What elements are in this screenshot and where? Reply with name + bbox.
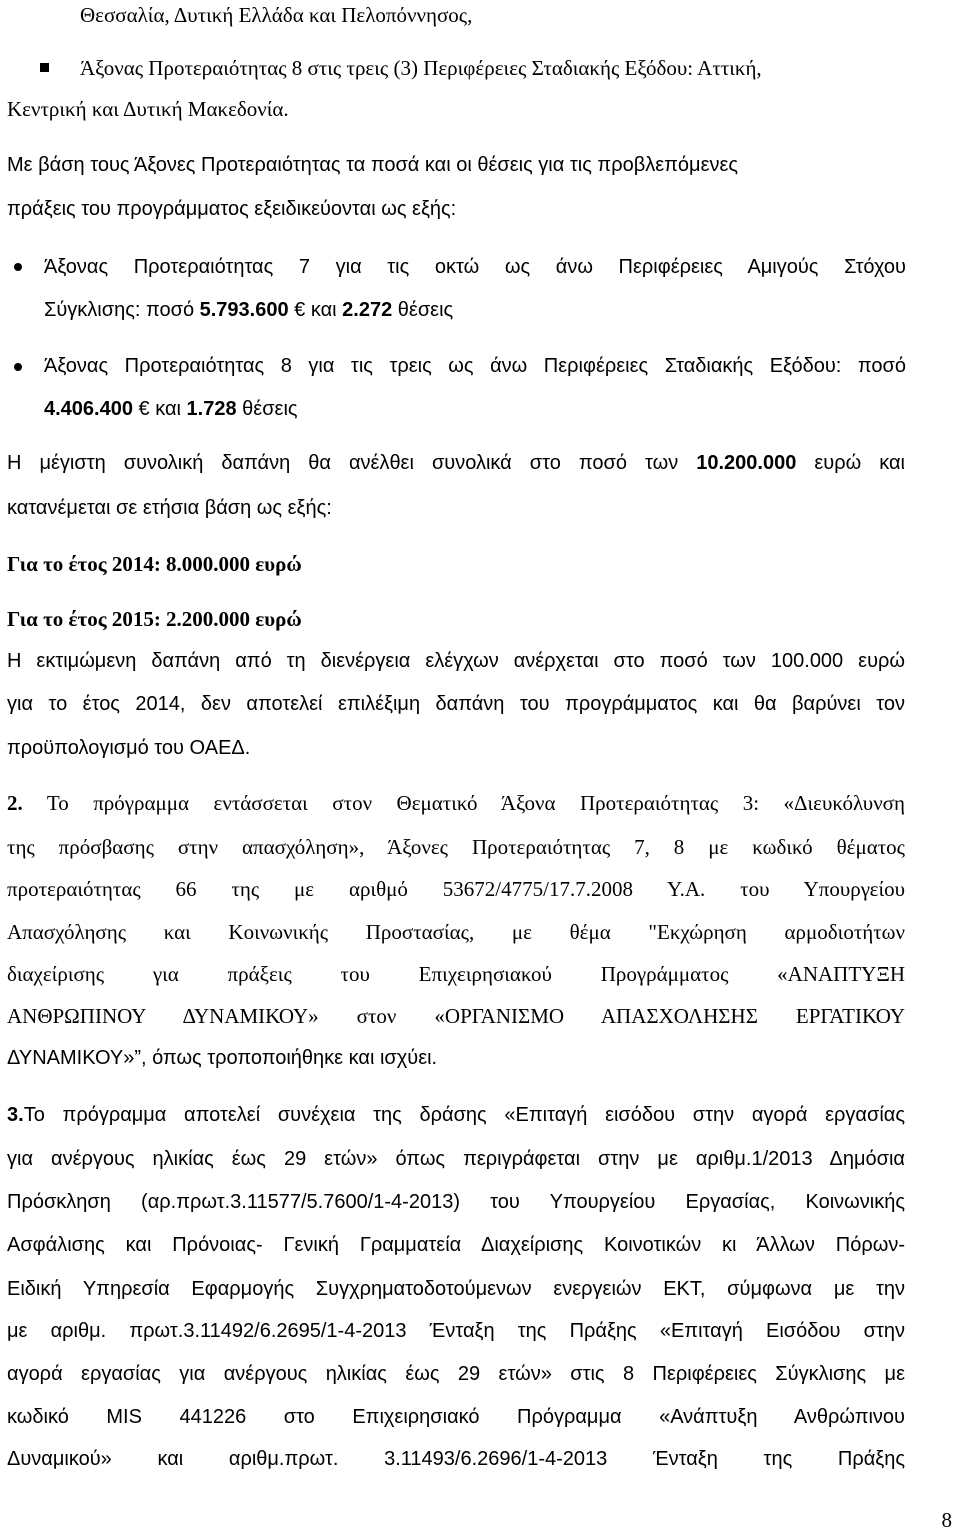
text-line: Θεσσαλία, Δυτική Ελλάδα και Πελοπόννησος, — [80, 3, 473, 27]
text-line: Η εκτιμώμενη δαπάνη από τη διενέργεια ελέγχων ανέρχεται στο ποσό των 100.000 ευρώ — [7, 650, 905, 672]
text-line — [44, 396, 298, 422]
text-line — [7, 152, 905, 178]
text-run: θέσεις — [392, 299, 454, 321]
text-line: διαχείρισης για πράξεις του Επιχειρησιακού Προγράμματος «ΑΝΑΠΤΥΞΗ — [7, 962, 905, 986]
text-line: προτεραιότητας 66 της με αριθμό 53672/4775/17.7.2008 Υ.Α. του Υπουργείου — [7, 877, 905, 901]
text-line: κατανέμεται σε ετήσια βάση ως εξής: — [7, 497, 332, 519]
text-line: αγορά εργασίας για ανέργους ηλικίας έως 29 ετών» στις 8 Περιφέρειες Σύγκλισης με — [7, 1363, 905, 1385]
text-line: Άξονας Προτεραιότητας 8 για τις τρεις ως άνω Περιφέρειες Σταδιακής Εξόδου: ποσό — [44, 355, 906, 377]
text-line-content: Με βάση τους Άξονες Προτεραιότητας τα ποσά και οι θέσεις για τις προβλεπόμενες — [7, 154, 739, 176]
text-line: Πρόσκληση (αρ.πρωτ.3.11577/5.7600/1-4-2013) του Υπουργείου Εργασίας, Κοινωνικής — [7, 1191, 905, 1213]
text-run: Σύγκλισης: ποσό — [44, 299, 200, 321]
text-line — [7, 1102, 905, 1128]
text-run: Το πρόγραμμα εντάσσεται στον Θεματικό Άξονα Προτεραιότητας 3: «Διευκόλυνση — [22, 791, 905, 815]
text-run: Η μέγιστη συνολική δαπάνη θα ανέλθει συνολικά στο ποσό των — [7, 452, 697, 474]
round-bullet-icon — [14, 263, 22, 271]
text-line: ΔΥΝΑΜΙΚΟΥ»”, όπως τροποποιήθηκε και ισχύει. — [7, 1047, 438, 1069]
positions-value: 2.272 — [342, 299, 393, 321]
page-number: 8 — [941, 1508, 952, 1532]
round-bullet-icon — [14, 363, 22, 371]
text-line: Κεντρική και Δυτική Μακεδονία. — [7, 97, 289, 121]
positions-value: 1.728 — [186, 398, 237, 420]
text-run: θέσεις — [236, 398, 298, 420]
text-line: ΑΝΘΡΩΠΙΝΟΥ ΔΥΝΑΜΙΚΟΥ» στον «ΟΡΓΑΝΙΣΜΟ ΑΠΑΣΧΟΛΗΣΗΣ ΕΡΓΑΤΙΚΟΥ — [7, 1004, 905, 1028]
text-line: Δυναμικού» και αριθμ.πρωτ. 3.11493/6.2696/1-4-2013 Ένταξη της Πράξης — [7, 1448, 905, 1470]
text-line — [44, 297, 453, 323]
year-allocation-2015: Για το έτος 2015: 2.200.000 ευρώ — [7, 607, 302, 631]
text-line: Ειδική Υπηρεσία Εφαρμογής Συγχρηματοδοτούμενων ενεργειών ΕΚΤ, σύμφωνα με την — [7, 1278, 905, 1300]
text-line: Άξονας Προτεραιότητας 8 στις τρεις (3) Περιφέρειες Σταδιακής Εξόδου: Αττική, — [80, 56, 762, 80]
text-line: για το έτος 2014, δεν αποτελεί επιλέξιμη δαπάνη του προγράμματος και θα βαρύνει τον — [7, 693, 905, 715]
total-amount: 10.200.000 — [696, 452, 797, 474]
text-line — [7, 450, 905, 476]
text-run: ευρώ και — [796, 452, 905, 474]
text-line: προϋπολογισμό του ΟΑΕΔ. — [7, 737, 251, 759]
text-line: της πρόσβασης στην απασχόληση», Άξονες Προτεραιότητας 7, 8 με κωδικό θέματος — [7, 835, 905, 859]
text-run: € και — [288, 299, 343, 321]
text-line: κωδικό MIS 441226 στο Επιχειρησιακό Πρόγραμμα «Ανάπτυξη Ανθρώπινου — [7, 1406, 905, 1428]
text-line — [7, 790, 905, 816]
text-line: Ασφάλισης και Πρόνοιας- Γενική Γραμματεία Διαχείρισης Κοινοτικών κι Άλλων Πόρων- — [7, 1234, 905, 1256]
section-number: 2. — [7, 791, 23, 815]
text-line: πράξεις του προγράμματος εξειδικεύονται ως εξής: — [7, 198, 457, 220]
text-line: για ανέργους ηλικίας έως 29 ετών» όπως περιγράφεται στην με αριθμ.1/2013 Δημόσια — [7, 1148, 905, 1170]
amount-value: 4.406.400 — [44, 398, 133, 420]
year-allocation-2014: Για το έτος 2014: 8.000.000 ευρώ — [7, 552, 302, 576]
text-run: Το πρόγραμμα αποτελεί συνέχεια της δράσης «Επιταγή εισόδου στην αγορά εργασίας — [23, 1104, 905, 1126]
text-line: Απασχόλησης και Κοινωνικής Προστασίας, με θέμα "Εκχώρηση αρμοδιοτήτων — [7, 920, 905, 944]
square-bullet-icon — [40, 63, 49, 72]
amount-value: 5.793.600 — [199, 299, 289, 321]
text-line: με αριθμ. πρωτ.3.11492/6.2695/1-4-2013 Ένταξη της Πράξης «Επιταγή Εισόδου στην — [7, 1320, 905, 1342]
text-run: € και — [132, 398, 187, 420]
text-line: Άξονας Προτεραιότητας 7 για τις οκτώ ως άνω Περιφέρειες Αμιγούς Στόχου — [44, 256, 906, 278]
section-number: 3. — [7, 1104, 24, 1126]
